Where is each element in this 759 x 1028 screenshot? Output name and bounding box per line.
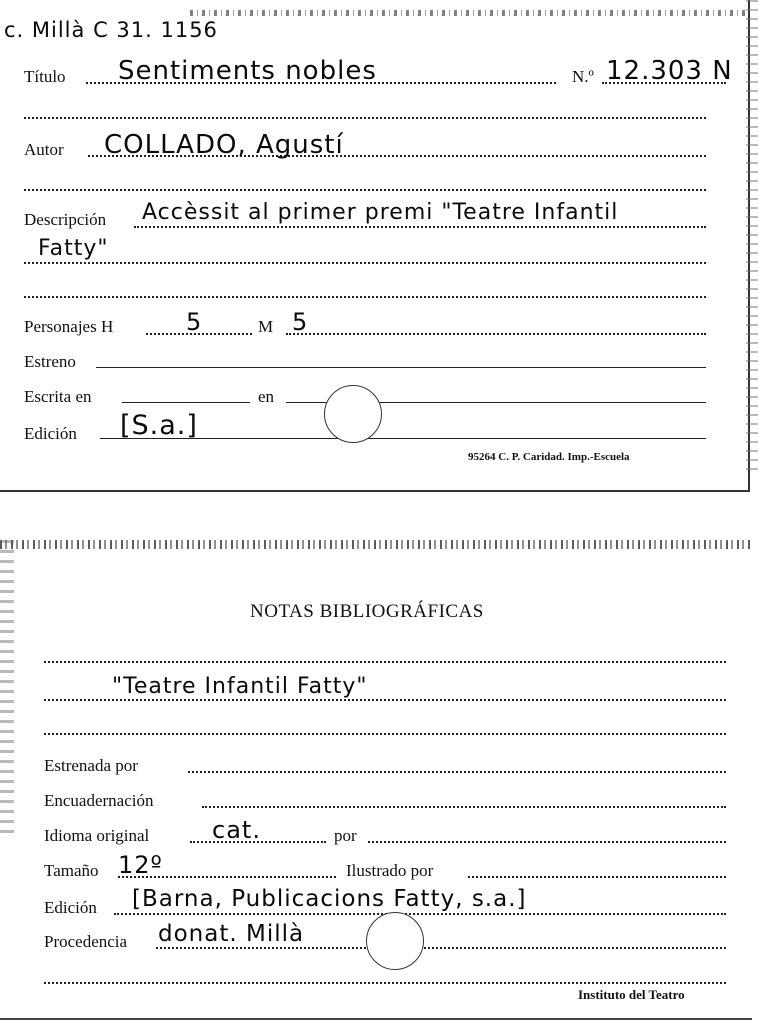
personajes-m-line <box>286 333 706 335</box>
printer-imprint: 95264 C. P. Caridad. Imp.-Escuela <box>468 451 630 463</box>
descripcion-label: Descripción <box>24 210 107 229</box>
card-top-edge <box>190 10 748 16</box>
edicion-label: Edición <box>24 424 77 443</box>
estrenada-label: Estrenada por <box>44 756 138 775</box>
personajes-m-value: 5 <box>292 308 309 336</box>
autor-label: Autor <box>24 140 64 159</box>
blank-line-1 <box>24 117 706 119</box>
escrita-line <box>122 402 250 403</box>
encuadernacion-line <box>202 806 726 808</box>
descripcion-value-1: Accèssit al primer premi "Teatre Infantil <box>142 200 619 225</box>
card-top-edge <box>0 540 752 549</box>
escrita-en-label: en <box>258 387 275 406</box>
institution-name: Instituto del Teatro <box>578 987 685 1002</box>
shelf-signature: c. Millà C 31. 1156 <box>4 18 218 42</box>
notes-line-2 <box>44 699 726 701</box>
descripcion-line-2 <box>24 262 706 264</box>
notes-value: "Teatre Infantil Fatty" <box>112 674 368 699</box>
procedencia-line <box>156 947 726 949</box>
back-edicion-line <box>114 913 726 915</box>
idioma-por-line <box>368 841 726 843</box>
numero-value: 12.303 N <box>606 56 733 86</box>
ilustrado-label: Ilustrado por <box>346 861 434 880</box>
catalog-card-front <box>0 0 750 492</box>
idioma-por-label: por <box>334 826 357 845</box>
personajes-label: Personajes H <box>24 317 114 336</box>
estreno-label: Estreno <box>24 352 76 371</box>
tamano-value: 12º <box>118 851 163 879</box>
back-edicion-value: [Barna, Publicacions Fatty, s.a.] <box>132 886 527 912</box>
card-right-edge <box>746 0 758 470</box>
personajes-h-value: 5 <box>186 308 203 336</box>
titulo-label: Título <box>24 67 66 86</box>
autor-value: COLLADO, Agustí <box>104 130 344 160</box>
escrita-label: Escrita en <box>24 387 92 406</box>
catalog-card-back <box>0 540 752 1020</box>
idioma-label: Idioma original <box>44 826 150 845</box>
encuadernacion-label: Encuadernación <box>44 791 154 810</box>
procedencia-value: donat. Millà <box>158 921 305 947</box>
punch-hole <box>324 385 382 443</box>
procedencia-label: Procedencia <box>44 932 128 951</box>
descripcion-value-2: Fatty" <box>38 236 109 261</box>
estreno-line <box>96 367 706 368</box>
titulo-value: Sentiments nobles <box>118 56 377 86</box>
personajes-m-label: M <box>258 317 274 336</box>
descripcion-line-1 <box>134 226 706 228</box>
edicion-value: [S.a.] <box>120 410 198 441</box>
card-left-edge <box>0 540 14 840</box>
blank-line-3 <box>24 296 706 298</box>
notas-heading: NOTAS BIBLIOGRÁFICAS <box>250 601 484 622</box>
tamano-label: Tamaño <box>44 861 99 880</box>
idioma-value: cat. <box>212 816 261 844</box>
notes-line-1 <box>44 661 726 663</box>
estrenada-line <box>188 771 726 773</box>
back-edicion-label: Edición <box>44 898 97 917</box>
notes-line-3 <box>44 733 726 735</box>
ilustrado-line <box>468 876 726 878</box>
numero-label: N.º <box>572 67 594 86</box>
punch-hole <box>366 912 424 970</box>
blank-line-2 <box>24 189 706 191</box>
bottom-line <box>44 982 726 984</box>
